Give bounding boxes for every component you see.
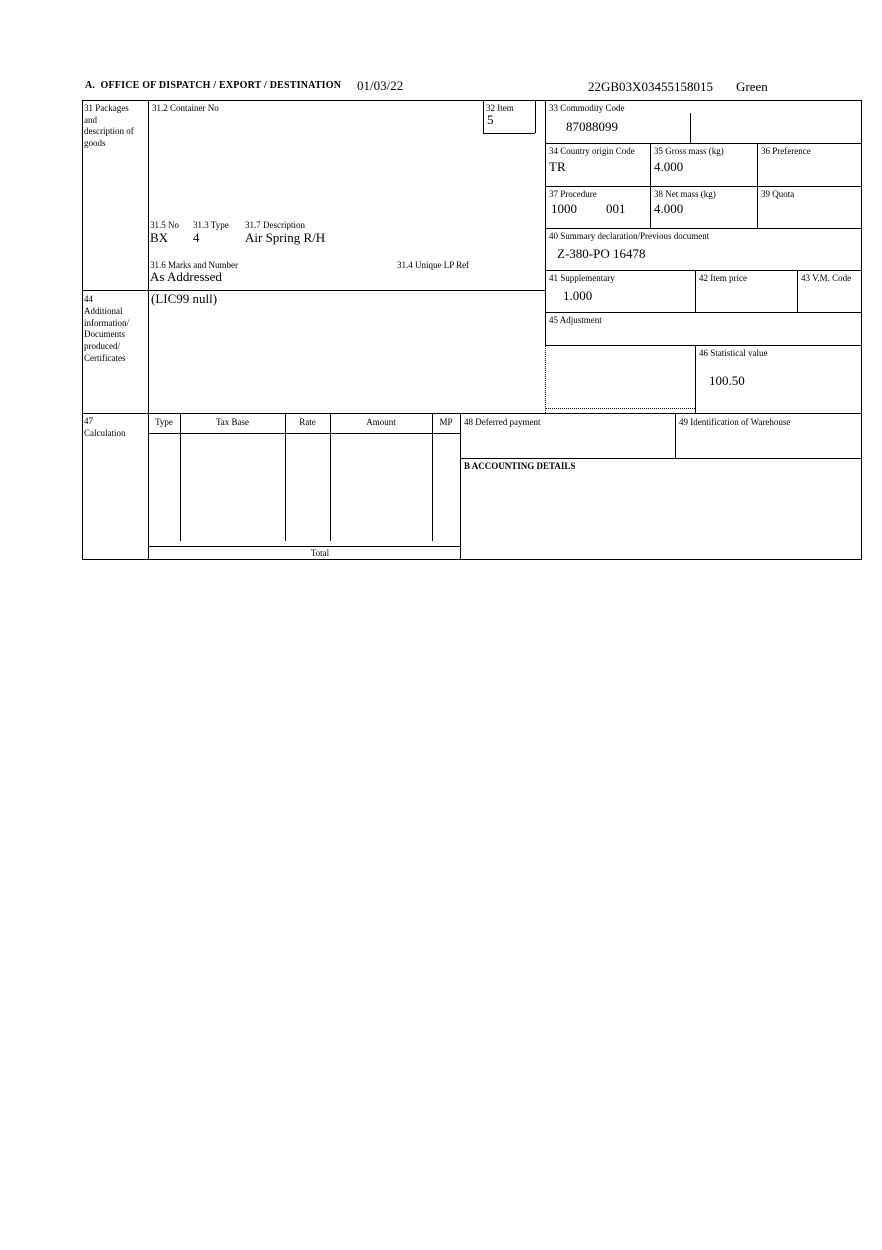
form-line [757, 143, 758, 228]
box41-value: 1.000 [563, 288, 593, 303]
box38-label: 38 Net mass (kg) [654, 189, 716, 199]
form-line [545, 186, 862, 187]
box43-label: 43 V.M. Code [801, 273, 852, 283]
declaration-reference: 22GB03X03455158015 [588, 79, 713, 94]
box37-label: 37 Procedure [549, 189, 597, 199]
box46-label: 46 Statistical value [699, 348, 768, 358]
box31-lp-ref-label: 31.4 Unique LP Ref [397, 260, 470, 270]
form-line [432, 413, 433, 541]
box37-value-main: 1000 [551, 201, 577, 216]
tax-table-header-amount: Amount [366, 417, 396, 427]
box44-value: (LIC99 null) [151, 291, 218, 306]
tax-table-header-rate: Rate [299, 417, 316, 427]
box47-side-label: Calculation [84, 428, 126, 438]
box31-type-value: 4 [193, 230, 200, 245]
form-line [82, 100, 83, 559]
box31-description-value: Air Spring R/H [245, 230, 326, 245]
box38-value: 4.000 [654, 201, 684, 216]
form-line [545, 270, 862, 271]
form-line [148, 433, 460, 434]
box47-number: 47 [84, 416, 93, 426]
box33-label: 33 Commodity Code [549, 103, 625, 113]
form-line [82, 413, 862, 414]
box35-value: 4.000 [654, 159, 684, 174]
form-line [148, 100, 149, 559]
box44-number: 44 [84, 294, 93, 304]
box48-label: 48 Deferred payment [464, 417, 541, 427]
box31-type-label: 31.3 Type [193, 220, 229, 230]
form-line [695, 270, 696, 312]
form-line [483, 100, 484, 133]
form-line [797, 270, 798, 312]
box31-no-label: 31.5 No [150, 220, 179, 230]
form-line [483, 133, 535, 134]
form-line [545, 143, 862, 144]
box39-label: 39 Quota [761, 189, 795, 199]
box44-side-label: Additional information/ Documents produced/ Certificates [84, 306, 129, 363]
form-line [148, 546, 460, 547]
form-line [545, 100, 546, 345]
box42-label: 42 Item price [699, 273, 747, 283]
form-line [545, 228, 862, 229]
form-line [460, 413, 461, 559]
box34-label: 34 Country origin Code [549, 146, 635, 156]
box31-no-value: BX [150, 230, 169, 245]
dotted-line [545, 408, 695, 409]
box45-label: 45 Adjustment [549, 315, 602, 325]
box40-label: 40 Summary declaration/Previous document [549, 231, 710, 241]
routing-status: Green [736, 79, 768, 94]
form-line [861, 100, 862, 559]
dotted-line [545, 345, 546, 413]
form-line [330, 413, 331, 541]
box40-value: Z-380-PO 16478 [557, 246, 646, 261]
box36-label: 36 Preference [761, 146, 811, 156]
box46-value: 100.50 [709, 373, 745, 388]
form-line [690, 113, 691, 143]
box31-side-label: 31 Packages and description of goods [84, 103, 134, 149]
form-line [82, 559, 862, 560]
office-of-dispatch-label: A. OFFICE OF DISPATCH / EXPORT / DESTINATION [85, 80, 342, 91]
box37-value-sub: 001 [606, 201, 626, 216]
form-line [675, 413, 676, 458]
form-line [82, 100, 862, 101]
box32-label: 32 Item [486, 103, 514, 113]
tax-table-header-mp: MP [439, 417, 453, 427]
box35-label: 35 Gross mass (kg) [654, 146, 724, 156]
form-line [535, 100, 536, 133]
tax-table-total-label: Total [310, 548, 330, 558]
box34-value: TR [549, 159, 566, 174]
form-line [180, 413, 181, 541]
date-value: 01/03/22 [357, 78, 404, 93]
form-line [460, 458, 862, 459]
accounting-details-label: B ACCOUNTING DETAILS [464, 461, 576, 471]
form-line [545, 312, 862, 313]
box31-container-no-label: 31.2 Container No [152, 103, 219, 113]
tax-table-header-tax-base: Tax Base [215, 417, 250, 427]
box31-description-label: 31.7 Description [245, 220, 305, 230]
form-line [545, 345, 862, 346]
box31-marks-value: As Addressed [150, 269, 222, 284]
box41-label: 41 Supplementary [549, 273, 615, 283]
box32-value: 5 [487, 112, 494, 127]
tax-table-header-type: Type [155, 417, 173, 427]
box49-label: 49 Identification of Warehouse [679, 417, 791, 427]
box31-marks-label: 31.6 Marks and Number [150, 260, 238, 270]
form-line [650, 143, 651, 228]
box33-value: 87088099 [566, 119, 618, 134]
form-line [285, 413, 286, 541]
form-line [695, 345, 696, 413]
